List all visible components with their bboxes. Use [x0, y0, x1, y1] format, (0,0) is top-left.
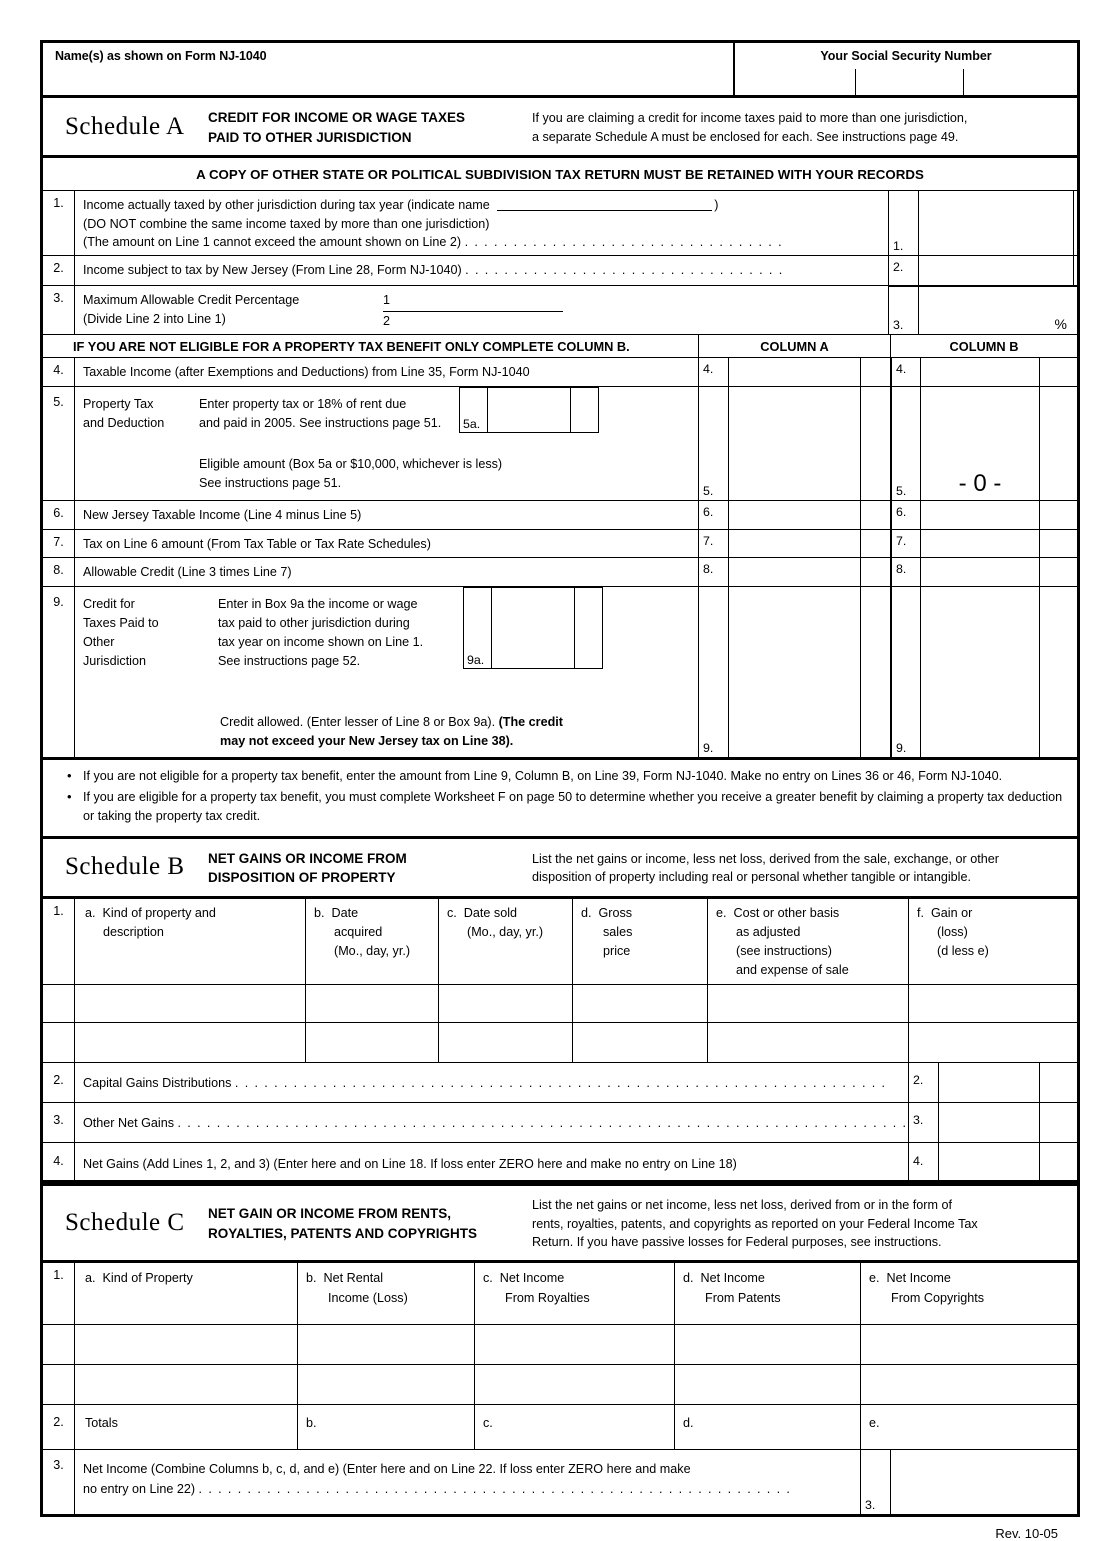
schedule-c-col-a-key: a.: [85, 1271, 96, 1286]
line-5-col-a-label-cell: [698, 387, 728, 501]
box-5a-container: [459, 387, 599, 433]
schedule-b-title-band: [43, 839, 1077, 899]
schedule-c-col-a-header: [75, 1263, 297, 1324]
schedule-c-subtitle: [208, 1186, 528, 1261]
line-5-body: [75, 387, 698, 501]
schedule-a-title: Schedule A: [65, 112, 185, 140]
schedule-c-col-d-line1: Net Income: [700, 1271, 765, 1286]
line-6-col-a-cents-input[interactable]: [860, 501, 890, 529]
schedule-c-col-d-header: [674, 1263, 860, 1324]
schedule-b-row1-col-b-input[interactable]: [305, 985, 438, 1022]
schedule-c-container: [40, 1186, 1080, 1518]
line-9-credit-plain: Credit allowed. (Enter lesser of Line 8 or Box 9a).: [220, 715, 499, 730]
schedule-a-subtitle-line1: CREDIT FOR INCOME OR WAGE TAXES: [208, 110, 466, 125]
schedule-b-line-3-text: [75, 1103, 908, 1142]
schedule-c-entry-row-2: [43, 1365, 1077, 1405]
schedule-b-col-a-line2: description: [103, 924, 164, 939]
ssn-field-label: Your Social Security Number: [820, 49, 992, 63]
schedule-b-note: [528, 839, 1077, 896]
line-9-instruction-line3: tax year on income shown on Line 1.: [218, 635, 424, 650]
line-7-number: 7.: [43, 530, 75, 558]
schedule-b-line-4-box-label-cell: [908, 1143, 938, 1180]
schedule-c-row1-spacer: [43, 1325, 75, 1364]
line-5-col-b-cents-input[interactable]: [1039, 387, 1077, 501]
schedule-b-line-4-cents-input[interactable]: [1039, 1143, 1077, 1180]
line-1-text-c: (The amount on Line 1 cannot exceed the amount shown on Line 2): [83, 235, 462, 250]
line-1-leader-dots: . . . . . . . . . . . . . . . . . . . . . . . . . . . . . . . . .: [464, 235, 784, 250]
schedule-b-row2-col-b-input[interactable]: [305, 1023, 438, 1062]
line-8-col-a-label-cell: [698, 558, 728, 586]
schedule-b-line-4-amount-input[interactable]: [938, 1143, 1039, 1180]
line-6-col-a-label: 6.: [703, 505, 714, 520]
schedule-c-col-e-key: e.: [869, 1271, 880, 1286]
line-2-text: [75, 256, 888, 286]
line-6-col-a-label-cell: [698, 501, 728, 529]
schedule-b-line-2-amount-input[interactable]: [938, 1063, 1039, 1102]
schedule-b-title: Schedule B: [65, 853, 185, 881]
box-9a-divider-right: [574, 588, 575, 668]
line-5-instruction: [199, 395, 459, 441]
schedule-b-row1-col-f-input[interactable]: [908, 985, 1077, 1022]
box-5a-amount-input[interactable]: [488, 388, 570, 432]
schedule-b-col-e-line2: as adjusted: [736, 924, 801, 939]
line-5-col-b-label-cell: [890, 387, 920, 501]
line-9-col-b-label: 9.: [896, 741, 907, 756]
schedule-a-line-6: [43, 501, 1077, 530]
line-9-credit-bold1: (The credit: [498, 715, 563, 730]
ssn-divider-2: [963, 69, 964, 95]
schedule-b-col-b-line3: (Mo., day, yr.): [334, 943, 411, 958]
schedule-b-col-e-line1: Cost or other basis: [733, 906, 840, 921]
line-6-text: New Jersey Taxable Income (Line 4 minus Line 5): [83, 508, 362, 523]
schedule-a-note-line2: a separate Schedule A must be enclosed for each. See instructions page 49.: [532, 129, 959, 144]
schedule-b-line-3-number: 3.: [43, 1103, 75, 1142]
schedule-b-entry-row-2: [43, 1023, 1077, 1063]
line-5-label: [83, 395, 199, 441]
schedule-b-row1-spacer: [43, 985, 75, 1022]
schedule-a-line-7: [43, 530, 1077, 559]
line-9-label-line3: Other: [83, 635, 115, 650]
line-9-credit-text: [75, 671, 698, 757]
line-4-col-a-label-cell: [698, 358, 728, 386]
schedule-c-note: [528, 1186, 1077, 1261]
line-3-percent-sign: %: [1054, 316, 1067, 333]
schedule-b-line-3-box-label-cell: [908, 1103, 938, 1142]
schedule-b-line-3: [43, 1103, 1077, 1143]
schedule-c-column-headers: [43, 1263, 1077, 1325]
schedule-b-line-2-box-label-cell: [908, 1063, 938, 1102]
schedule-c-line-3-amount-input[interactable]: [890, 1450, 1077, 1514]
line-2-box-label: 2.: [893, 259, 904, 274]
line-5-label-line2: and Deduction: [83, 415, 165, 430]
schedule-b-line-3-amount-input[interactable]: [938, 1103, 1039, 1142]
schedule-b-col-f-header: [908, 899, 1077, 984]
schedule-b-row2-spacer: [43, 1023, 75, 1062]
schedule-b-line-2-box-label: 2.: [913, 1072, 924, 1087]
schedule-b-subtitle-line1: NET GAINS OR INCOME FROM: [208, 850, 407, 866]
line-3-percent-input[interactable]: [918, 286, 1077, 334]
schedule-b-col-d-line2: sales: [603, 924, 633, 939]
schedule-a-line-1: [43, 191, 1077, 255]
schedule-a-line-5: [43, 387, 1077, 502]
line-1-box-label: 1.: [893, 238, 904, 253]
line-1-paren: ): [714, 198, 719, 213]
column-eligibility-instruction: IF YOU ARE NOT ELIGIBLE FOR A PROPERTY TAX BENEFIT ONLY COMPLETE COLUMN B.: [73, 339, 630, 355]
line-3-box-label-cell: [888, 286, 918, 334]
line-1-cents-input[interactable]: [1073, 191, 1077, 255]
schedule-b-row2-col-c-input[interactable]: [438, 1023, 572, 1062]
schedule-b-col-b-key: b.: [314, 906, 325, 921]
line-3-number: 3.: [43, 286, 75, 334]
line-4-col-a-cents-input[interactable]: [860, 358, 890, 386]
schedule-b-col-b-line2: acquired: [334, 924, 383, 939]
schedule-b-col-d-line3: price: [603, 943, 631, 958]
schedule-b-row2-col-a-input[interactable]: [75, 1023, 305, 1062]
line-4-text: Taxable Income (after Exemptions and Deductions) from Line 35, Form NJ-1040: [83, 365, 530, 380]
schedule-b-line-4-text: Net Gains (Add Lines 1, 2, and 3) (Enter here and on Line 18. If loss enter ZERO here and make no entry on Line 18): [83, 1156, 737, 1171]
line-7-col-a-cents-input[interactable]: [860, 530, 890, 558]
schedule-b-col-f-line3: (d less e): [937, 943, 989, 958]
schedule-c-line-2-number: 2.: [43, 1405, 75, 1449]
line-2-box-label-cell: [888, 256, 918, 286]
line-1-text-a: Income actually taxed by other jurisdiction during tax year (indicate name: [83, 198, 490, 213]
line-9-col-a-cents-input[interactable]: [860, 587, 890, 757]
box-5a-label: 5a.: [463, 416, 481, 431]
line-8-text: Allowable Credit (Line 3 times Line 7): [83, 565, 292, 580]
schedule-c-col-d-key: d.: [683, 1271, 694, 1286]
line-9-label-line1: Credit for: [83, 596, 135, 611]
schedule-b-col-f-line1: Gain or: [931, 906, 973, 921]
schedule-b-line-2-cents-input[interactable]: [1039, 1063, 1077, 1102]
schedule-b-line-4: [43, 1143, 1077, 1183]
line-8-col-a-label: 8.: [703, 562, 714, 577]
line-3-fraction-numerator: 1: [383, 293, 391, 308]
line-5-eligible-text: [75, 441, 698, 501]
line-3-text-a: Maximum Allowable Credit Percentage: [83, 293, 300, 308]
line-5-label-line1: Property Tax: [83, 396, 154, 411]
schedule-b-col-e-header: [707, 899, 908, 984]
schedule-c-col-b-line1: Net Rental: [323, 1271, 384, 1286]
schedule-c-row2-col-d-input[interactable]: [674, 1365, 860, 1404]
schedule-b-line-3-label: Other Net Gains: [83, 1115, 174, 1130]
line-8-col-b-label-cell: [890, 558, 920, 586]
line-9-col-b-label-cell: [890, 587, 920, 757]
schedule-c-line-2: [43, 1405, 1077, 1450]
schedule-b-line-3-dots: . . . . . . . . . . . . . . . . . . . . . . . . . . . . . . . . . . . . . . . . . . . . . . . . . . . . . . . . . . . . . . . . . . . . . . . . . . .: [177, 1115, 908, 1130]
schedule-a-title-band: [43, 98, 1077, 158]
line-7-col-a-label: 7.: [703, 533, 714, 548]
line-1-text: [75, 191, 888, 255]
line-2-leader-dots: . . . . . . . . . . . . . . . . . . . . . . . . . . . . . . . . .: [465, 262, 784, 277]
line-9-instruction-line4: See instructions page 52.: [218, 654, 361, 669]
schedule-c-col-e-header: [860, 1263, 1077, 1324]
schedule-b-line-3-box-label: 3.: [913, 1112, 924, 1127]
schedule-c-total-d[interactable]: d.: [674, 1405, 860, 1449]
schedule-b-line-2-text: [75, 1063, 908, 1102]
line-1-box-label-cell: [888, 191, 918, 255]
schedule-c-row2-col-e-input[interactable]: [860, 1365, 1077, 1404]
schedule-b-col-e-key: e.: [716, 906, 727, 921]
line-5-instruction-line1: Enter property tax or 18% of rent due: [199, 396, 407, 411]
schedule-c-row1-number: 1.: [43, 1263, 75, 1324]
line-1-number: 1.: [43, 191, 75, 255]
schedule-b-line-2-dots: . . . . . . . . . . . . . . . . . . . . . . . . . . . . . . . . . . . . . . . . . . . . . . . . . . . . . . . . . . . . . . . . . . .: [234, 1075, 887, 1090]
schedule-a-subtitle-line2: PAID TO OTHER JURISDICTION: [208, 129, 412, 145]
line-7-col-b-label-cell: [890, 530, 920, 558]
schedule-c-line-3-text: [75, 1450, 860, 1514]
line-2-cents-input[interactable]: [1073, 256, 1077, 286]
line-2-number: 2.: [43, 256, 75, 286]
schedule-c-col-c-key: c.: [483, 1271, 493, 1286]
schedule-a-bullet-1: • If you are not eligible for a property tax benefit, enter the amount from Line 9, Column B, on Line 39, Form NJ-1040. Make no entry on Lines 36 or 46, Form NJ-1040.: [65, 767, 1067, 786]
line-6-col-b-amount-input[interactable]: [920, 501, 1039, 529]
schedule-c-col-b-key: b.: [306, 1271, 317, 1286]
schedule-c-title-band: [43, 1186, 1077, 1264]
line-9-instruction-line2: tax paid to other jurisdiction during: [218, 616, 410, 631]
line-4-col-a-amount-input[interactable]: [728, 358, 860, 386]
box-5a-divider-right: [570, 388, 571, 432]
line-9-label-line2: Taxes Paid to: [83, 616, 159, 631]
retain-records-notice: A COPY OF OTHER STATE OR POLITICAL SUBDIVISION TAX RETURN MUST BE RETAINED WITH YOUR RECORDS: [43, 158, 1077, 191]
ssn-field[interactable]: [733, 43, 1077, 95]
column-b-header: COLUMN B: [890, 335, 1077, 357]
line-8-col-a-cents-input[interactable]: [860, 558, 890, 586]
line-6-col-b-label-cell: [890, 501, 920, 529]
schedule-b-row2-col-f-input[interactable]: [908, 1023, 1077, 1062]
schedule-c-col-c-header: [474, 1263, 674, 1324]
schedule-c-line-3-box-label: 3.: [865, 1498, 876, 1513]
line-4-col-b-label: 4.: [896, 362, 907, 377]
line-9-col-b-amount-input[interactable]: [920, 587, 1039, 757]
line-4-col-a-label: 4.: [703, 362, 714, 377]
line-9-col-a-label-cell: [698, 587, 728, 757]
line-3-fraction-denominator: 2: [383, 313, 391, 328]
line-5-col-a-cents-input[interactable]: [860, 387, 890, 501]
schedule-c-line-3-line1: Net Income (Combine Columns b, c, d, and e) (Enter here and on Line 22. If loss enter ZERO here and make: [83, 1462, 691, 1477]
schedule-c-row2-col-a-input[interactable]: [75, 1365, 297, 1404]
schedule-b-col-e-line3: (see instructions): [736, 943, 832, 958]
schedule-c-line-3-dots: . . . . . . . . . . . . . . . . . . . . . . . . . . . . . . . . . . . . . . . . . . . . . . . . . . . . . . . . . . . . .: [198, 1482, 792, 1497]
schedule-c-col-e-line2: From Copyrights: [891, 1290, 985, 1305]
schedule-b-col-b-header: [305, 899, 438, 984]
line-1-amount-input[interactable]: [918, 191, 1073, 255]
form-header: [43, 43, 1077, 98]
line-5-col-a-label: 5.: [703, 484, 714, 499]
line-8-col-b-label: 8.: [896, 562, 907, 577]
schedule-b-column-headers: [43, 899, 1077, 985]
form-page: [40, 40, 1080, 1541]
line-9-instruction-line1: Enter in Box 9a the income or wage: [218, 596, 418, 611]
schedule-b-entry-row-1: [43, 985, 1077, 1023]
schedule-c-row1-col-b-input[interactable]: [297, 1325, 474, 1364]
schedule-c-note-line2: rents, royalties, patents, and copyrights as reported on your Federal Income Tax: [532, 1216, 978, 1231]
line-8-col-a-amount-input[interactable]: [728, 558, 860, 586]
revision-footer: Rev. 10-05: [995, 1526, 1058, 1541]
box-9a-container: [463, 587, 603, 669]
box-9a-label: 9a.: [467, 652, 485, 667]
line-9-number: 9.: [43, 587, 75, 757]
schedule-c-line-3-box-label-cell: [860, 1450, 890, 1514]
line-5-eligible-line2: See instructions page 51.: [199, 475, 342, 490]
line-3-text-b: (Divide Line 2 into Line 1): [83, 311, 226, 326]
line-3-text: [75, 286, 888, 334]
schedule-c-col-d-line2: From Patents: [705, 1290, 781, 1305]
line-9-body: [75, 587, 698, 757]
schedule-b-subtitle-line2: DISPOSITION OF PROPERTY: [208, 870, 396, 886]
schedule-c-row1-col-a-input[interactable]: [75, 1325, 297, 1364]
line-9-label-line4: Jurisdiction: [83, 654, 146, 669]
schedule-c-total-c[interactable]: c.: [474, 1405, 674, 1449]
line-9-col-a-amount-input[interactable]: [728, 587, 860, 757]
schedule-a-note: [528, 98, 1077, 155]
line-9-credit-bold2: may not exceed your New Jersey tax on Line 38).: [220, 734, 514, 749]
schedule-a-bullet-2: • If you are eligible for a property tax benefit, you must complete Worksheet F on page 50 to determine whether you receive a greater benefit by claiming a property tax deduction or taking the property tax credit.: [65, 788, 1067, 826]
schedule-b-row1-col-d-input[interactable]: [572, 985, 707, 1022]
line-7-col-b-label: 7.: [896, 533, 907, 548]
schedule-b-line-2-number: 2.: [43, 1063, 75, 1102]
line-5-eligible-line1: Eligible amount (Box 5a or $10,000, whichever is less): [199, 456, 503, 471]
box-9a-amount-input[interactable]: [492, 588, 574, 668]
schedule-c-line-3: [43, 1450, 1077, 1514]
schedule-b-col-d-header: [572, 899, 707, 984]
line-8-col-b-cents-input[interactable]: [1039, 558, 1077, 586]
schedule-b-note-line2: disposition of property including real or personal whether tangible or intangible.: [532, 870, 971, 885]
schedule-b-col-c-line2: (Mo., day, yr.): [467, 924, 544, 939]
line-5-col-b-value: - 0 -: [958, 470, 1002, 498]
schedule-b-subtitle: [208, 839, 528, 896]
schedule-c-total-b[interactable]: b.: [297, 1405, 474, 1449]
schedule-c-col-c-line1: Net Income: [499, 1271, 565, 1286]
schedule-b-col-c-key: c.: [447, 906, 457, 921]
line-4-number: 4.: [43, 358, 75, 386]
line-6-col-b-cents-input[interactable]: [1039, 501, 1077, 529]
column-header-row: [43, 334, 1077, 358]
name-field-label: Name(s) as shown on Form NJ-1040: [55, 49, 267, 63]
schedule-a-line-2: [43, 255, 1077, 286]
schedule-b-col-c-line1: Date sold: [463, 906, 518, 921]
schedule-c-title: Schedule C: [65, 1208, 185, 1236]
line-2-amount-input[interactable]: [918, 256, 1073, 286]
line-5-instruction-line2: and paid in 2005. See instructions page 51.: [199, 415, 442, 430]
line-7-col-a-amount-input[interactable]: [728, 530, 860, 558]
schedule-b-col-d-line1: Gross: [598, 906, 633, 921]
line-5-col-b-amount-input[interactable]: [920, 387, 1039, 501]
line-6-col-a-amount-input[interactable]: [728, 501, 860, 529]
line-7-col-b-cents-input[interactable]: [1039, 530, 1077, 558]
column-a-header: COLUMN A: [698, 335, 890, 357]
schedule-b-container: [40, 839, 1080, 1186]
schedule-a-line-3: [43, 285, 1077, 334]
schedule-b-row1-number: 1.: [43, 899, 75, 984]
schedule-b-row1-col-e-input[interactable]: [707, 985, 908, 1022]
line-8-col-b-amount-input[interactable]: [920, 558, 1039, 586]
line-9-instruction: [218, 595, 463, 672]
schedule-c-line-2-label: Totals: [85, 1416, 118, 1431]
schedule-b-line-2: [43, 1063, 1077, 1103]
schedule-b-line-2-label: Capital Gains Distributions: [83, 1075, 232, 1090]
schedule-b-note-line1: List the net gains or income, less net loss, derived from the sale, exchange, or other: [532, 851, 999, 866]
schedule-b-col-e-line4: and expense of sale: [736, 962, 849, 977]
schedule-c-line-3-line2: no entry on Line 22): [83, 1482, 196, 1497]
schedule-b-row2-col-e-input[interactable]: [707, 1023, 908, 1062]
schedule-c-total-e[interactable]: e.: [860, 1405, 1077, 1449]
line-9-col-a-label: 9.: [703, 741, 714, 756]
schedule-b-line-4-box-label: 4.: [913, 1153, 924, 1168]
schedule-c-col-e-line1: Net Income: [886, 1271, 951, 1286]
line-5-number: 5.: [43, 387, 75, 501]
schedule-a-note-line1: If you are claiming a credit for income taxes paid to more than one jurisdiction,: [532, 110, 968, 125]
schedule-b-col-a-key: a.: [85, 906, 96, 921]
line-6-col-b-label: 6.: [896, 505, 907, 520]
schedule-b-col-b-line1: Date: [331, 906, 359, 921]
schedule-c-row2-col-b-input[interactable]: [297, 1365, 474, 1404]
line-1-text-b: (DO NOT combine the same income taxed by more than one jurisdiction): [83, 216, 490, 231]
schedule-a-line-9: [43, 587, 1077, 760]
schedule-c-line-3-number: 3.: [43, 1450, 75, 1514]
schedule-c-row1-col-d-input[interactable]: [674, 1325, 860, 1364]
schedule-c-note-line3: Return. If you have passive losses for Federal purposes, see instructions.: [532, 1235, 942, 1250]
schedule-b-col-a-line1: Kind of property and: [102, 906, 216, 921]
line-4-col-b-label-cell: [890, 358, 920, 386]
schedule-b-col-a-header: [75, 899, 305, 984]
schedule-a-container: [40, 40, 1080, 839]
schedule-c-col-b-header: [297, 1263, 474, 1324]
schedule-c-row2-col-c-input[interactable]: [474, 1365, 674, 1404]
schedule-c-row1-col-c-input[interactable]: [474, 1325, 674, 1364]
line-7-text: Tax on Line 6 amount (From Tax Table or Tax Rate Schedules): [83, 536, 431, 551]
schedule-b-row1-col-a-input[interactable]: [75, 985, 305, 1022]
line-9-label: [83, 595, 218, 672]
schedule-a-footnotes: [43, 760, 1077, 836]
schedule-c-note-line1: List the net gains or net income, less net loss, derived from or in the form of: [532, 1197, 952, 1212]
line-4-col-b-amount-input[interactable]: [920, 358, 1039, 386]
schedule-b-col-f-line2: (loss): [937, 924, 968, 939]
schedule-c-col-a-line1: Kind of Property: [102, 1271, 193, 1286]
schedule-c-entry-row-1: [43, 1325, 1077, 1365]
schedule-a-subtitle: [208, 98, 528, 155]
schedule-b-col-c-header: [438, 899, 572, 984]
schedule-c-row2-spacer: [43, 1365, 75, 1404]
schedule-c-subtitle-line1: NET GAIN OR INCOME FROM RENTS,: [208, 1206, 451, 1222]
schedule-b-row1-col-c-input[interactable]: [438, 985, 572, 1022]
schedule-b-col-d-key: d.: [581, 906, 592, 921]
line-5-col-a-amount-input[interactable]: [728, 387, 860, 501]
line-8-number: 8.: [43, 558, 75, 586]
line-4-col-b-cents-input[interactable]: [1039, 358, 1077, 386]
line-9-col-b-cents-input[interactable]: [1039, 587, 1077, 757]
line-5-col-b-label: 5.: [896, 484, 907, 499]
schedule-a-line-8: [43, 558, 1077, 587]
line-1-jurisdiction-input[interactable]: [497, 210, 712, 211]
schedule-a-line-4: [43, 358, 1077, 387]
line-6-number: 6.: [43, 501, 75, 529]
schedule-b-row2-col-d-input[interactable]: [572, 1023, 707, 1062]
schedule-c-col-b-line2: Income (Loss): [328, 1290, 408, 1305]
line-3-box-label: 3.: [893, 318, 904, 333]
schedule-c-col-c-line2: From Royalties: [505, 1290, 590, 1305]
schedule-b-line-3-cents-input[interactable]: [1039, 1103, 1077, 1142]
schedule-c-subtitle-line2: ROYALTIES, PATENTS AND COPYRIGHTS: [208, 1225, 478, 1241]
line-7-col-b-amount-input[interactable]: [920, 530, 1039, 558]
line-7-col-a-label-cell: [698, 530, 728, 558]
line-2-label: Income subject to tax by New Jersey (From Line 28, Form NJ-1040): [83, 262, 462, 277]
ssn-divider-1: [855, 69, 856, 95]
schedule-c-row1-col-e-input[interactable]: [860, 1325, 1077, 1364]
schedule-b-col-f-key: f.: [917, 906, 924, 921]
schedule-b-line-4-number: 4.: [43, 1143, 75, 1180]
